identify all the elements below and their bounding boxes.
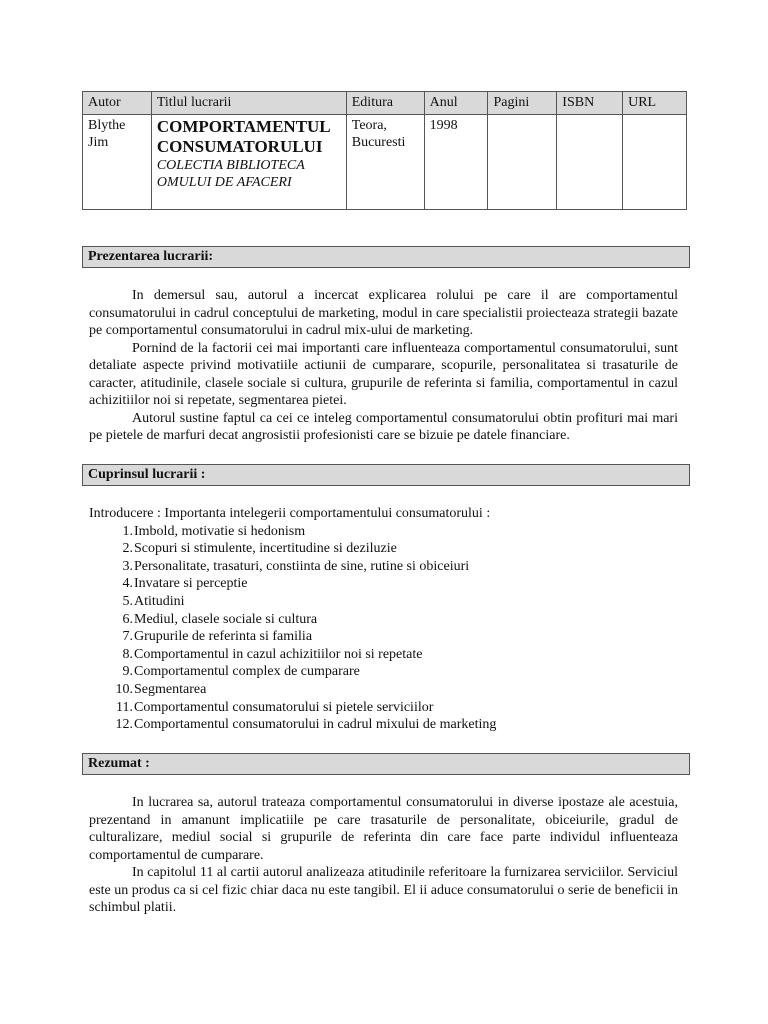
list-item-text: Comportamentul consumatorului si pietele serviciilor (134, 699, 434, 715)
toc-intro: Introducere : Importanta intelegerii comportamentului consumatorului : (89, 506, 491, 521)
list-item-text: Personalitate, trasaturi, constiinta de sine, rutine si obiceiuri (134, 558, 470, 574)
list-item-number: 8. (122, 646, 133, 662)
list-item-number: 2. (122, 541, 133, 557)
cell-pagini (488, 115, 557, 210)
list-item-number: 1. (122, 523, 133, 539)
book-collection: COLECTIA BIBLIOTECA OMULUI DE AFACERI (156, 158, 305, 190)
rezumat-header: Rezumat : (82, 753, 690, 775)
list-item (89, 558, 678, 576)
table-header-row (83, 92, 687, 115)
list-item-number: 7. (122, 629, 133, 645)
cell-editura: Teora, Bucuresti (346, 115, 424, 210)
list-item (89, 646, 678, 664)
list-item (89, 593, 678, 611)
toc-list (89, 523, 678, 734)
cell-url (623, 115, 687, 210)
header-isbn: ISBN (557, 92, 623, 115)
rezumat-text (89, 794, 678, 917)
prezentare-header: Prezentarea lucrarii: (82, 246, 690, 268)
header-pagini: Pagini (488, 92, 557, 115)
list-item-number: 11. (116, 699, 133, 715)
list-item (89, 663, 678, 681)
prezentare-paragraph: In demersul sau, autorul a incercat explicarea rolului pe care il are comportamentul consumatorului in cadrul conceptului de marketing, modul in care specialistii proiecteaza strategii bazate pe comportamentul consumatorului in cadrul mix-ului de marketing. (89, 288, 678, 338)
list-item-number: 10. (115, 681, 133, 697)
table-of-contents (89, 505, 678, 734)
header-autor: Autor (83, 92, 152, 115)
list-item-text: Comportamentul consumatorului in cadrul mixului de marketing (134, 717, 497, 733)
list-item-text: Grupurile de referinta si familia (134, 629, 313, 645)
book-title: COMPORTAMENTUL CONSUMATORULUI (156, 117, 330, 156)
header-url: URL (623, 92, 687, 115)
cell-autor: Blythe Jim (83, 115, 152, 210)
list-item-text: Atitudini (134, 593, 185, 609)
rezumat-paragraph: In capitolul 11 al cartii autorul analizeaza atitudinile referitoare la furnizarea serviciilor. Serviciul este un produs ca si cel fizic chiar daca nu este tangibil. El ii aduce consumatorului o serie de beneficii in schimbul platii. (89, 865, 678, 915)
list-item (89, 611, 678, 629)
list-item (89, 523, 678, 541)
list-item-text: Scopuri si stimulente, incertitudine si deziluzie (134, 541, 397, 557)
cell-anul: 1998 (424, 115, 488, 210)
list-item-number: 9. (122, 664, 133, 680)
header-titlu: Titlul lucrarii (151, 92, 346, 115)
list-item-text: Comportamentul in cazul achizitiilor noi si repetate (134, 646, 423, 662)
prezentare-paragraph: Autorul sustine faptul ca cei ce inteleg comportamentul consumatorului obtin profituri mai mari pe pietele de marfuri decat angrosistii profesionisti care se bizuie pe datele financiare. (89, 410, 678, 443)
list-item (89, 699, 678, 717)
list-item (89, 540, 678, 558)
prezentare-text (89, 287, 678, 445)
list-item-number: 6. (122, 611, 133, 627)
list-item (89, 716, 678, 734)
cell-titlu (151, 115, 346, 210)
list-item-text: Imbold, motivatie si hedonism (134, 523, 306, 539)
list-item (89, 681, 678, 699)
list-item-text: Mediul, clasele sociale si cultura (134, 611, 318, 627)
list-item-number: 3. (122, 558, 133, 574)
header-editura: Editura (346, 92, 424, 115)
list-item-number: 12. (115, 717, 133, 733)
rezumat-paragraph: In lucrarea sa, autorul trateaza comportamentul consumatorului in diverse ipostaze ale acestuia, prezentand in amanunt implicatiile pe care trasaturile de personalitate, obiceiurile, gradul de culturalizare, mediul social si grupurile de referinta din care face parte individul influenteaza comportamentul de cumparare. (89, 795, 678, 863)
list-item (89, 575, 678, 593)
header-anul: Anul (424, 92, 488, 115)
cell-isbn (557, 115, 623, 210)
list-item-text: Segmentarea (134, 681, 207, 697)
book-info-table (82, 91, 687, 210)
list-item-text: Invatare si perceptie (134, 576, 248, 592)
list-item-number: 4. (122, 576, 133, 592)
cuprins-header: Cuprinsul lucrarii : (82, 464, 690, 486)
list-item-number: 5. (122, 593, 133, 609)
list-item-text: Comportamentul complex de cumparare (134, 664, 360, 680)
table-row (83, 115, 687, 210)
list-item (89, 628, 678, 646)
prezentare-paragraph: Pornind de la factorii cei mai importanti care influenteaza comportamentul consumatorului, sunt detaliate aspecte privind motivatiile actiunii de cumparare, scopurile, personalitatea si trasaturile de caracter, atitudinile, clasele sociale si cultura, grupurile de referinta si familia, comportamentul in cazul achizitiilor noi si repetate, segmentarea pietei. (89, 340, 678, 408)
